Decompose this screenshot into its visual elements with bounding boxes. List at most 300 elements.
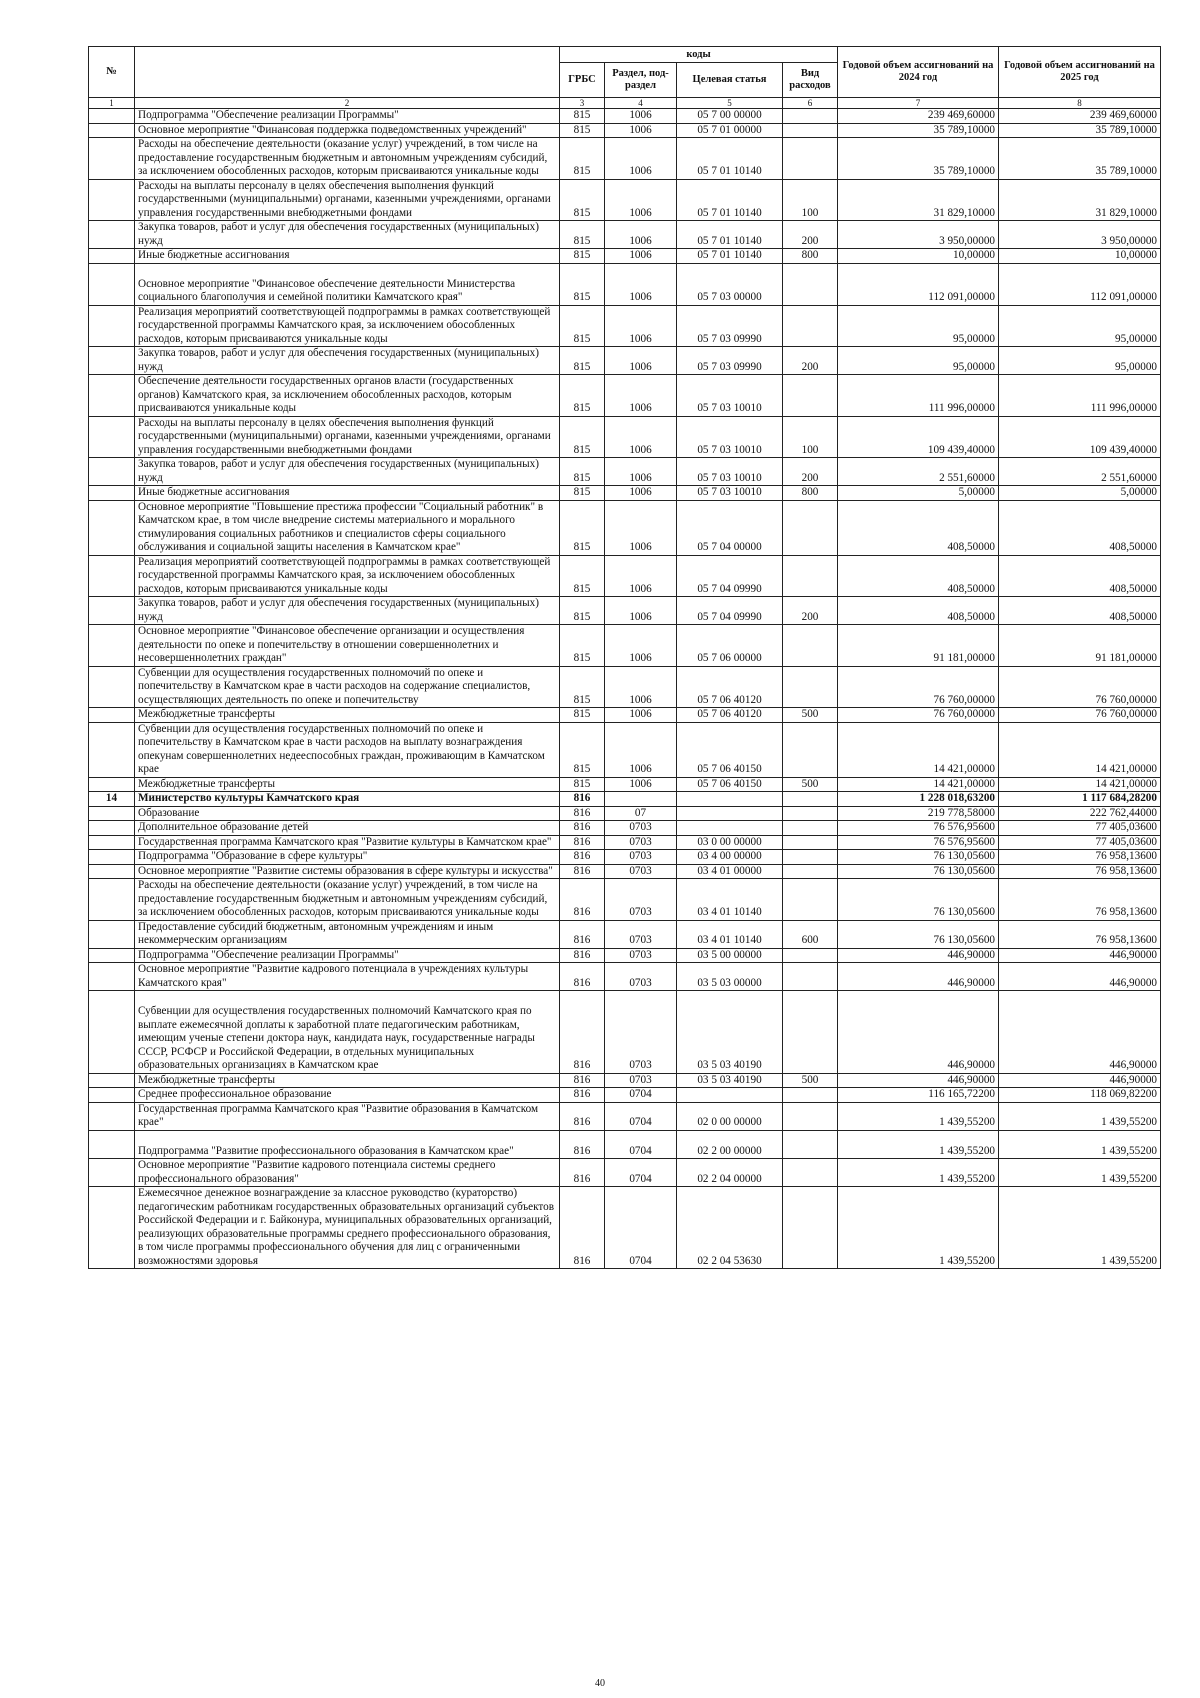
row-amount-2024: 116 165,72200 [838,1088,999,1103]
row-amount-2025: 76 760,00000 [999,708,1161,723]
row-amount-2024: 1 439,55200 [838,1130,999,1159]
row-amount-2024: 76 760,00000 [838,666,999,708]
row-section: 0703 [605,963,677,991]
header-codes: коды [560,47,838,63]
row-section: 1006 [605,500,677,555]
row-amount-2025: 1 439,55200 [999,1102,1161,1130]
row-grbs: 815 [560,666,605,708]
column-index-row [89,98,1161,109]
row-number [89,1073,135,1088]
row-kind [783,666,838,708]
row-number [89,305,135,347]
row-kind: 800 [783,486,838,501]
row-amount-2025: 31 829,10000 [999,179,1161,221]
row-kind [783,1088,838,1103]
row-amount-2025: 1 439,55200 [999,1130,1161,1159]
header-vol-2025: Годовой объем ассигнований на 2025 год [999,47,1161,98]
row-target: 03 4 00 00000 [677,850,783,865]
row-kind [783,109,838,124]
row-amount-2025: 10,00000 [999,249,1161,264]
row-target [677,806,783,821]
budget-rows [89,109,1161,1269]
row-name: Закупка товаров, работ и услуг для обеспечения государственных (муниципальных) нужд [135,458,560,486]
table-row [89,963,1161,991]
row-amount-2024: 95,00000 [838,305,999,347]
row-section: 1006 [605,666,677,708]
row-section: 1006 [605,416,677,458]
row-amount-2024: 31 829,10000 [838,179,999,221]
row-section: 0703 [605,920,677,948]
row-section: 1006 [605,305,677,347]
row-section: 0703 [605,821,677,836]
row-section: 1006 [605,179,677,221]
row-target: 03 5 03 40190 [677,1073,783,1088]
row-amount-2024: 35 789,10000 [838,123,999,138]
row-amount-2025: 77 405,03600 [999,835,1161,850]
row-grbs: 816 [560,1187,605,1269]
row-kind: 200 [783,597,838,625]
row-amount-2024: 408,50000 [838,500,999,555]
row-kind [783,1102,838,1130]
row-grbs: 816 [560,792,605,807]
row-section: 0704 [605,1187,677,1269]
row-amount-2024: 76 130,05600 [838,850,999,865]
row-target: 05 7 03 10010 [677,458,783,486]
row-target: 05 7 04 09990 [677,597,783,625]
row-number: 14 [89,792,135,807]
header-target: Целевая статья [677,63,783,98]
row-amount-2025: 91 181,00000 [999,625,1161,667]
row-amount-2025: 76 760,00000 [999,666,1161,708]
row-amount-2024: 111 996,00000 [838,375,999,417]
row-amount-2025: 446,90000 [999,1073,1161,1088]
column-index: 2 [135,98,560,109]
row-number [89,1102,135,1130]
row-amount-2025: 408,50000 [999,597,1161,625]
table-row [89,109,1161,124]
header-num: № [89,47,135,98]
row-number [89,179,135,221]
table-row [89,991,1161,1074]
row-amount-2024: 109 439,40000 [838,416,999,458]
row-number [89,963,135,991]
row-number [89,138,135,180]
row-section: 0703 [605,1073,677,1088]
row-grbs: 816 [560,1073,605,1088]
row-amount-2024: 219 778,58000 [838,806,999,821]
row-amount-2025: 77 405,03600 [999,821,1161,836]
row-target: 05 7 06 40150 [677,777,783,792]
row-number [89,948,135,963]
row-kind [783,821,838,836]
row-kind [783,123,838,138]
row-name: Расходы на выплаты персоналу в целях обеспечения выполнения функций государственными (муниципальными) органами, казенными учреждениями, органами управления государственными внебюджетными фондами [135,179,560,221]
row-amount-2025: 239 469,60000 [999,109,1161,124]
row-name: Закупка товаров, работ и услуг для обеспечения государственных (муниципальных) нужд [135,347,560,375]
column-index: 1 [89,98,135,109]
table-row [89,1159,1161,1187]
row-name: Государственная программа Камчатского края "Развитие культуры в Камчатском крае" [135,835,560,850]
row-amount-2025: 14 421,00000 [999,777,1161,792]
row-section: 0704 [605,1102,677,1130]
row-grbs: 815 [560,221,605,249]
row-amount-2024: 239 469,60000 [838,109,999,124]
row-name: Основное мероприятие "Развитие системы образования в сфере культуры и искусства" [135,864,560,879]
column-index: 3 [560,98,605,109]
row-grbs: 816 [560,850,605,865]
row-amount-2024: 76 130,05600 [838,864,999,879]
row-number [89,864,135,879]
row-name: Основное мероприятие "Развитие кадрового потенциала в учреждениях культуры Камчатского края" [135,963,560,991]
row-name: Расходы на обеспечение деятельности (оказание услуг) учреждений, в том числе на предоставление государственным бюджетным и автономным учреждениям субсидий, за исключением обособленных расходов, которым присваиваются уникальные коды [135,879,560,921]
column-index: 6 [783,98,838,109]
row-section [605,792,677,807]
row-number [89,777,135,792]
row-kind [783,263,838,305]
table-row [89,179,1161,221]
row-section: 1006 [605,375,677,417]
row-name: Иные бюджетные ассигнования [135,249,560,264]
page-number: 40 [595,1678,605,1689]
row-number [89,708,135,723]
row-name: Основное мероприятие "Развитие кадрового потенциала системы среднего профессионального образования" [135,1159,560,1187]
row-name: Закупка товаров, работ и услуг для обеспечения государственных (муниципальных) нужд [135,221,560,249]
row-number [89,625,135,667]
row-grbs: 815 [560,305,605,347]
row-target: 03 4 01 10140 [677,879,783,921]
row-kind [783,555,838,597]
row-number [89,597,135,625]
table-row [89,597,1161,625]
row-grbs: 815 [560,458,605,486]
row-grbs: 816 [560,963,605,991]
row-grbs: 815 [560,263,605,305]
row-amount-2025: 14 421,00000 [999,722,1161,777]
row-number [89,347,135,375]
row-grbs: 816 [560,835,605,850]
row-target: 05 7 00 00000 [677,109,783,124]
header-section: Раздел, под-раздел [605,63,677,98]
table-row [89,1187,1161,1269]
row-target: 05 7 06 40150 [677,722,783,777]
row-section: 1006 [605,625,677,667]
row-kind [783,722,838,777]
row-name: Предоставление субсидий бюджетным, автономным учреждениям и иным некоммерческим организациям [135,920,560,948]
row-number [89,920,135,948]
row-target: 05 7 04 00000 [677,500,783,555]
row-amount-2024: 91 181,00000 [838,625,999,667]
table-row [89,792,1161,807]
table-row [89,138,1161,180]
row-grbs: 815 [560,109,605,124]
row-amount-2024: 76 130,05600 [838,879,999,921]
row-kind: 500 [783,777,838,792]
row-section: 1006 [605,263,677,305]
row-kind [783,305,838,347]
row-name: Расходы на обеспечение деятельности (оказание услуг) учреждений, в том числе на предоставление государственным бюджетным и автономным учреждениям субсидий, за исключением обособленных расходов, которым присваиваются уникальные коды [135,138,560,180]
row-number [89,1130,135,1159]
row-amount-2025: 5,00000 [999,486,1161,501]
row-amount-2024: 14 421,00000 [838,722,999,777]
row-name: Субвенции для осуществления государственных полномочий по опеке и попечительству в Камчатском крае в части расходов на выплату вознаграждения опекунам совершеннолетних недееспособных граждан, проживающим в Камчатском крае [135,722,560,777]
row-grbs: 816 [560,1102,605,1130]
row-grbs: 816 [560,991,605,1074]
row-number [89,221,135,249]
table-row [89,806,1161,821]
row-section: 0704 [605,1130,677,1159]
budget-table [88,46,1161,1269]
row-section: 0703 [605,879,677,921]
table-row [89,879,1161,921]
table-row [89,864,1161,879]
row-number [89,416,135,458]
row-amount-2025: 446,90000 [999,948,1161,963]
row-amount-2025: 76 958,13600 [999,879,1161,921]
row-target: 05 7 01 10140 [677,138,783,180]
row-grbs: 816 [560,948,605,963]
table-row [89,625,1161,667]
row-amount-2024: 1 439,55200 [838,1102,999,1130]
row-kind: 200 [783,458,838,486]
row-name: Субвенции для осуществления государственных полномочий Камчатского края по выплате ежемесячной доплаты к заработной плате педагогическим работникам, имеющим ученые степени доктора наук, кандидата наук, государственные награды СССР, РСФСР и Российской Федерации, в отдельных муниципальных образовательных организациях в Камчатском крае [135,991,560,1074]
row-name: Среднее профессиональное образование [135,1088,560,1103]
row-kind: 100 [783,179,838,221]
header-kind: Вид расходов [783,63,838,98]
table-row [89,708,1161,723]
row-kind [783,138,838,180]
row-kind [783,792,838,807]
row-amount-2025: 446,90000 [999,991,1161,1074]
row-target: 03 4 01 10140 [677,920,783,948]
row-kind [783,1130,838,1159]
row-kind: 200 [783,221,838,249]
row-amount-2025: 76 958,13600 [999,864,1161,879]
row-grbs: 815 [560,249,605,264]
row-grbs: 816 [560,1130,605,1159]
row-section: 1006 [605,138,677,180]
row-number [89,458,135,486]
row-name: Дополнительное образование детей [135,821,560,836]
row-amount-2024: 10,00000 [838,249,999,264]
row-section: 1006 [605,777,677,792]
row-target: 05 7 01 10140 [677,221,783,249]
row-section: 1006 [605,458,677,486]
row-target: 02 2 00 00000 [677,1130,783,1159]
row-target: 05 7 04 09990 [677,555,783,597]
row-name: Министерство культуры Камчатского края [135,792,560,807]
row-amount-2024: 1 439,55200 [838,1159,999,1187]
row-amount-2024: 2 551,60000 [838,458,999,486]
row-target: 05 7 03 10010 [677,375,783,417]
row-grbs: 816 [560,864,605,879]
row-name: Государственная программа Камчатского края "Развитие образования в Камчатском крае" [135,1102,560,1130]
row-kind [783,991,838,1074]
row-target: 05 7 01 00000 [677,123,783,138]
row-name: Основное мероприятие "Финансовая поддержка подведомственных учреждений" [135,123,560,138]
column-index: 5 [677,98,783,109]
row-section: 1006 [605,486,677,501]
column-index: 8 [999,98,1161,109]
row-name: Закупка товаров, работ и услуг для обеспечения государственных (муниципальных) нужд [135,597,560,625]
row-amount-2025: 1 117 684,28200 [999,792,1161,807]
table-row [89,666,1161,708]
row-target: 02 0 00 00000 [677,1102,783,1130]
row-grbs: 816 [560,920,605,948]
row-name: Подпрограмма "Обеспечение реализации Программы" [135,109,560,124]
row-target: 05 7 06 00000 [677,625,783,667]
row-name: Реализация мероприятий соответствующей подпрограммы в рамках соответствующей государственной программы Камчатского края, за исключением обособленных расходов, которым присваиваются уникальные коды [135,305,560,347]
row-grbs: 815 [560,179,605,221]
table-row [89,821,1161,836]
row-target: 03 5 03 40190 [677,991,783,1074]
row-number [89,879,135,921]
row-kind [783,500,838,555]
row-kind: 500 [783,708,838,723]
row-section: 1006 [605,708,677,723]
table-row [89,416,1161,458]
row-kind: 500 [783,1073,838,1088]
row-number [89,991,135,1074]
row-number [89,722,135,777]
table-row [89,1102,1161,1130]
row-target: 05 7 03 10010 [677,486,783,501]
table-row [89,347,1161,375]
row-amount-2024: 446,90000 [838,1073,999,1088]
row-section: 07 [605,806,677,821]
row-number [89,835,135,850]
row-grbs: 815 [560,375,605,417]
row-section: 0703 [605,991,677,1074]
header-name [135,47,560,98]
row-name: Межбюджетные трансферты [135,777,560,792]
row-amount-2024: 3 950,00000 [838,221,999,249]
row-kind: 800 [783,249,838,264]
header-vol-2024: Годовой объем ассигнований на 2024 год [838,47,999,98]
table-row [89,920,1161,948]
row-kind [783,625,838,667]
row-grbs: 815 [560,416,605,458]
row-amount-2025: 95,00000 [999,305,1161,347]
row-amount-2025: 3 950,00000 [999,221,1161,249]
row-target: 05 7 03 09990 [677,305,783,347]
row-amount-2025: 408,50000 [999,555,1161,597]
row-name: Основное мероприятие "Финансовое обеспечение деятельности Министерства социального благополучия и семейной политики Камчатского края" [135,263,560,305]
row-amount-2024: 76 576,95600 [838,835,999,850]
row-amount-2025: 109 439,40000 [999,416,1161,458]
header-grbs: ГРБС [560,63,605,98]
row-grbs: 815 [560,123,605,138]
row-amount-2024: 76 576,95600 [838,821,999,836]
row-name: Образование [135,806,560,821]
row-name: Основное мероприятие "Финансовое обеспечение организации и осуществления деятельности по опеке и попечительству в отношении совершеннолетних и несовершеннолетних граждан" [135,625,560,667]
row-number [89,109,135,124]
row-kind [783,963,838,991]
row-amount-2025: 35 789,10000 [999,138,1161,180]
table-row [89,500,1161,555]
row-section: 1006 [605,109,677,124]
row-amount-2025: 2 551,60000 [999,458,1161,486]
row-kind: 100 [783,416,838,458]
table-row [89,555,1161,597]
row-kind [783,948,838,963]
table-row [89,1073,1161,1088]
table-row [89,123,1161,138]
row-amount-2024: 95,00000 [838,347,999,375]
row-amount-2024: 1 228 018,63200 [838,792,999,807]
row-number [89,375,135,417]
row-name: Подпрограмма "Обеспечение реализации Программы" [135,948,560,963]
row-target: 03 5 03 00000 [677,963,783,991]
row-section: 1006 [605,123,677,138]
row-section: 0703 [605,835,677,850]
row-kind: 600 [783,920,838,948]
row-section: 1006 [605,722,677,777]
row-amount-2025: 35 789,10000 [999,123,1161,138]
table-row [89,458,1161,486]
table-row [89,221,1161,249]
row-amount-2025: 95,00000 [999,347,1161,375]
row-amount-2024: 14 421,00000 [838,777,999,792]
column-index: 7 [838,98,999,109]
table-row [89,249,1161,264]
row-grbs: 816 [560,1159,605,1187]
row-target: 05 7 06 40120 [677,666,783,708]
row-name: Межбюджетные трансферты [135,708,560,723]
row-amount-2024: 446,90000 [838,948,999,963]
table-row [89,722,1161,777]
row-amount-2025: 1 439,55200 [999,1187,1161,1269]
table-row [89,777,1161,792]
row-amount-2024: 76 130,05600 [838,920,999,948]
row-section: 0704 [605,1159,677,1187]
row-amount-2025: 446,90000 [999,963,1161,991]
row-kind: 200 [783,347,838,375]
row-section: 1006 [605,555,677,597]
row-number [89,1088,135,1103]
row-amount-2024: 1 439,55200 [838,1187,999,1269]
row-kind [783,864,838,879]
row-amount-2025: 76 958,13600 [999,850,1161,865]
column-index: 4 [605,98,677,109]
row-amount-2024: 446,90000 [838,991,999,1074]
row-number [89,500,135,555]
row-target: 03 4 01 00000 [677,864,783,879]
row-amount-2025: 118 069,82200 [999,1088,1161,1103]
row-section: 0703 [605,864,677,879]
table-row [89,375,1161,417]
row-number [89,806,135,821]
row-kind [783,850,838,865]
row-grbs: 815 [560,777,605,792]
row-section: 1006 [605,347,677,375]
row-kind [783,1159,838,1187]
row-section: 1006 [605,221,677,249]
row-amount-2024: 408,50000 [838,597,999,625]
row-target: 02 2 04 00000 [677,1159,783,1187]
row-grbs: 815 [560,555,605,597]
row-number [89,821,135,836]
row-target: 05 7 06 40120 [677,708,783,723]
row-number [89,1159,135,1187]
row-grbs: 815 [560,708,605,723]
table-row [89,486,1161,501]
row-amount-2025: 112 091,00000 [999,263,1161,305]
row-grbs: 815 [560,597,605,625]
row-amount-2024: 112 091,00000 [838,263,999,305]
row-section: 0704 [605,1088,677,1103]
table-row [89,850,1161,865]
row-number [89,249,135,264]
